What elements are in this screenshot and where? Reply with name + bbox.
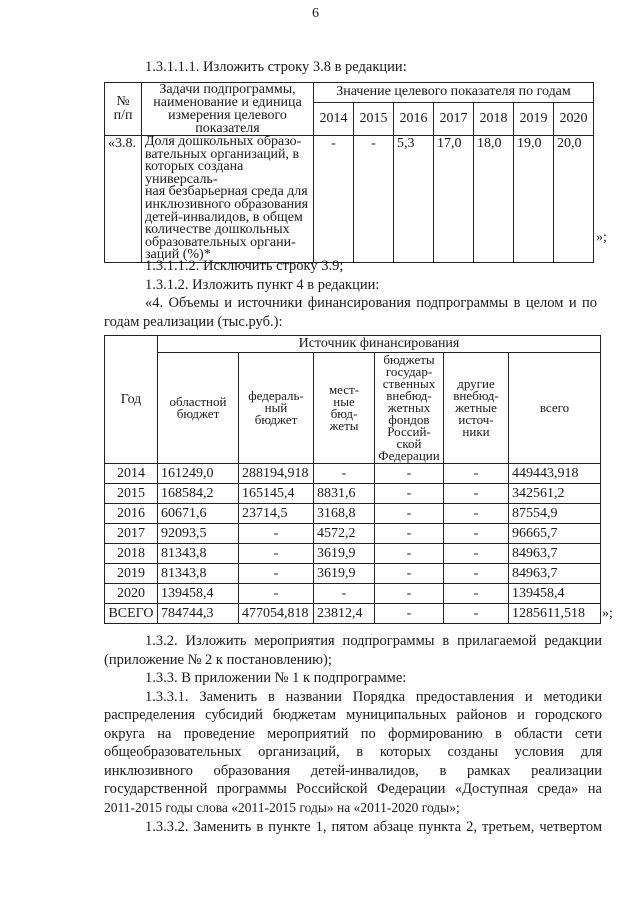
paragraph-5-cont: (приложение № 2 к постановлению);: [104, 652, 332, 668]
amount-cell: 449443,918: [509, 464, 601, 484]
amount-cell: -: [239, 584, 314, 604]
amount-cell: -: [375, 504, 444, 524]
row-year: 2018: [105, 544, 158, 564]
year-header: 2016: [394, 103, 434, 136]
table-row: [105, 544, 601, 564]
amount-cell: -: [375, 584, 444, 604]
amount-cell: 3619,9: [314, 544, 375, 564]
header-regional-budget: областной бюджет: [158, 353, 239, 464]
amount-cell: -: [239, 544, 314, 564]
table-row: [105, 464, 601, 484]
amount-cell: -: [444, 484, 509, 504]
amount-cell: 8831,6: [314, 484, 375, 504]
row-year: 2015: [105, 484, 158, 504]
paragraph-7-line: 1.3.3.1. Заменить в названии Порядка предоставления и методики: [145, 689, 602, 705]
amount-cell: 342561,2: [509, 484, 601, 504]
header-source: Источник финансирования: [158, 336, 601, 353]
year-header: 2017: [434, 103, 474, 136]
amount-cell: -: [444, 604, 509, 624]
header-total: всего: [509, 353, 601, 464]
year-header: 2019: [514, 103, 554, 136]
amount-cell: 81343,8: [158, 544, 239, 564]
row-description: Доля дошкольных образо- вательных организаций, в которых создана универсаль- ная безбарьерная среда для инклюзивного образования детей-инвалидов, в общем количестве дошкольных образовательных органи- заций (%)*: [142, 136, 314, 263]
row-year: 2020: [105, 584, 158, 604]
amount-cell: 161249,0: [158, 464, 239, 484]
amount-cell: -: [375, 484, 444, 504]
amount-cell: -: [444, 544, 509, 564]
table-row: [105, 484, 601, 504]
amount-cell: 4572,2: [314, 524, 375, 544]
paragraph-1: 1.3.1.1.1. Изложить строку 3.8 в редакции:: [145, 59, 407, 75]
indicator-table: [104, 82, 594, 263]
amount-cell: 96665,7: [509, 524, 601, 544]
amount-cell: 23714,5: [239, 504, 314, 524]
financing-table: [104, 335, 601, 624]
header-local-budgets: мест- ные бюд- жеты: [314, 353, 375, 464]
amount-cell: -: [239, 524, 314, 544]
table-row: [105, 524, 601, 544]
amount-cell: -: [375, 524, 444, 544]
value-cell: 17,0: [434, 136, 474, 263]
amount-cell: 477054,818: [239, 604, 314, 624]
paragraph-7-line: округа на проведение мероприятий по формированию в области сети: [104, 726, 602, 742]
amount-cell: 288194,918: [239, 464, 314, 484]
amount-cell: -: [375, 464, 444, 484]
value-cell: -: [354, 136, 394, 263]
header-values: Значение целевого показателя по годам: [314, 83, 594, 103]
paragraph-4-cont: годам реализации (тыс.руб.):: [104, 314, 283, 330]
row-year: ВСЕГО: [105, 604, 158, 624]
paragraph-7-line: общеобразовательных организаций, в которых созданы условия для: [104, 744, 602, 760]
row-number: «3.8.: [105, 136, 142, 263]
paragraph-5: 1.3.2. Изложить мероприятия подпрограммы в прилагаемой редакции: [145, 633, 602, 649]
table2-closing-quote: »;: [602, 606, 613, 621]
paragraph-7-line: инклюзивного образования детей-инвалидов, в рамках реализации: [104, 763, 602, 779]
header-other-sources: другие внебюд- жетные источ- ники: [444, 353, 509, 464]
row-year: 2017: [105, 524, 158, 544]
header-year: Год: [105, 336, 158, 464]
amount-cell: 92093,5: [158, 524, 239, 544]
amount-cell: 1285611,518: [509, 604, 601, 624]
amount-cell: 3619,9: [314, 564, 375, 584]
year-header: 2015: [354, 103, 394, 136]
amount-cell: 84963,7: [509, 564, 601, 584]
amount-cell: 168584,2: [158, 484, 239, 504]
row-year: 2014: [105, 464, 158, 484]
amount-cell: 60671,6: [158, 504, 239, 524]
header-task: Задачи подпрограммы, наименование и единица измерения целевого показателя: [142, 83, 314, 136]
paragraph-6: 1.3.3. В приложении № 1 к подпрограмме:: [145, 670, 407, 686]
amount-cell: 784744,3: [158, 604, 239, 624]
year-header: 2014: [314, 103, 354, 136]
amount-cell: 139458,4: [158, 584, 239, 604]
value-cell: 5,3: [394, 136, 434, 263]
row-year: 2016: [105, 504, 158, 524]
header-federal-budget: федераль- ный бюджет: [239, 353, 314, 464]
amount-cell: -: [375, 564, 444, 584]
amount-cell: 84963,7: [509, 544, 601, 564]
value-cell: 19,0: [514, 136, 554, 263]
paragraph-2: 1.3.1.1.2. Исключить строку 3.9;: [145, 258, 344, 274]
paragraph-4: «4. Объемы и источники финансирования подпрограммы в целом и по: [145, 295, 597, 311]
amount-cell: -: [314, 584, 375, 604]
table1-closing-quote: »;: [596, 230, 607, 245]
row-year: 2019: [105, 564, 158, 584]
table-row: [105, 136, 594, 263]
value-cell: -: [314, 136, 354, 263]
amount-cell: 81343,8: [158, 564, 239, 584]
paragraph-7-line: распределения субсидий бюджетам муниципальных районов и городского: [104, 707, 602, 723]
page-number: 6: [312, 6, 319, 21]
table-row: [105, 504, 601, 524]
header-state-funds: бюджеты государ- ственных внебюд- жетных фондов Россий- ской Федерации: [375, 353, 444, 464]
amount-cell: -: [444, 584, 509, 604]
table-row: [105, 604, 601, 624]
amount-cell: -: [444, 524, 509, 544]
paragraph-7-line: государственной программы Российской Федерации «Доступная среда» на: [104, 781, 602, 797]
year-header: 2018: [474, 103, 514, 136]
amount-cell: -: [444, 464, 509, 484]
amount-cell: 23812,4: [314, 604, 375, 624]
amount-cell: 139458,4: [509, 584, 601, 604]
amount-cell: -: [239, 564, 314, 584]
paragraph-7-line: 2011-2015 годы слова «2011-2015 годы» на «2011-2020 годы»;: [104, 800, 460, 815]
amount-cell: 87554,9: [509, 504, 601, 524]
header-number: № п/п: [105, 83, 142, 136]
table-row: [105, 584, 601, 604]
year-header: 2020: [554, 103, 594, 136]
table-row: [105, 564, 601, 584]
paragraph-3: 1.3.1.2. Изложить пункт 4 в редакции:: [145, 277, 380, 293]
amount-cell: 3168,8: [314, 504, 375, 524]
amount-cell: 165145,4: [239, 484, 314, 504]
amount-cell: -: [375, 604, 444, 624]
amount-cell: -: [444, 564, 509, 584]
value-cell: 20,0: [554, 136, 594, 263]
paragraph-8: 1.3.3.2. Заменить в пункте 1, пятом абзаце пункта 2, третьем, четвертом: [145, 819, 602, 835]
amount-cell: -: [375, 544, 444, 564]
value-cell: 18,0: [474, 136, 514, 263]
amount-cell: -: [314, 464, 375, 484]
amount-cell: -: [444, 504, 509, 524]
